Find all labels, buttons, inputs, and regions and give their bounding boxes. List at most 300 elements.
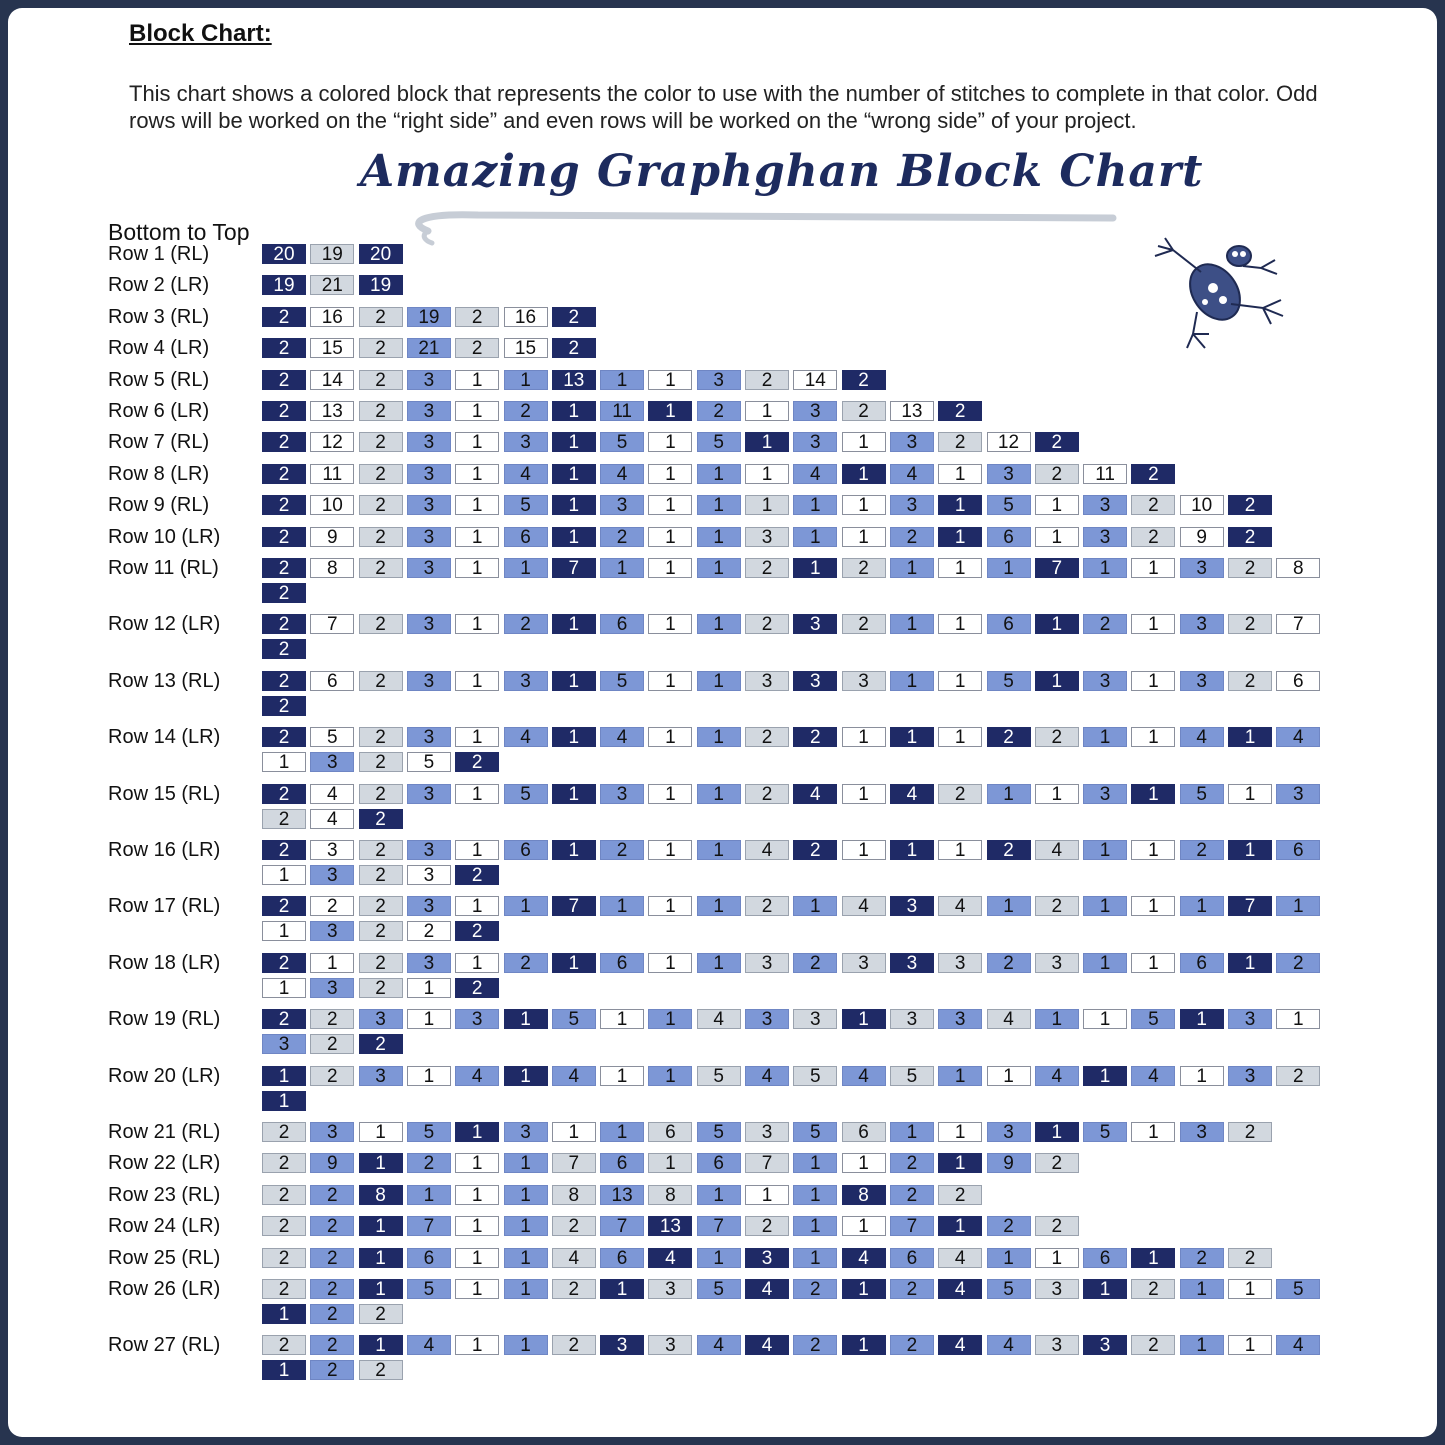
- stitch-block: 1: [938, 1153, 982, 1173]
- stitch-block: 1: [938, 671, 982, 691]
- stitch-block: 2: [359, 558, 403, 578]
- stitch-block: 7: [552, 1153, 596, 1173]
- stitch-block: 2: [552, 1216, 596, 1236]
- stitch-block: 2: [262, 953, 306, 973]
- stitch-block: 2: [1228, 558, 1272, 578]
- stitch-block: 1: [842, 1009, 886, 1029]
- stitch-block: 1: [600, 1009, 644, 1029]
- stitch-block: 2: [310, 1248, 354, 1268]
- row-label: Row 9 (RL): [108, 494, 210, 517]
- stitch-block: 2: [793, 1335, 837, 1355]
- stitch-block: 6: [1180, 953, 1224, 973]
- stitch-block: 4: [890, 784, 934, 804]
- stitch-block: 4: [793, 464, 837, 484]
- stitch-block: 3: [1083, 527, 1127, 547]
- row-label: Row 15 (RL): [108, 782, 221, 805]
- stitch-block: 1: [504, 1153, 548, 1173]
- stitch-block: 2: [455, 752, 499, 772]
- stitch-block: 1: [407, 978, 451, 998]
- stitch-block: 1: [552, 495, 596, 515]
- stitch-block: 1: [552, 401, 596, 421]
- stitch-block: 3: [1180, 614, 1224, 634]
- stitch-block: 2: [745, 784, 789, 804]
- stitch-block: 1: [1035, 614, 1079, 634]
- stitch-block: 1: [648, 370, 692, 390]
- stitch-block: 1: [455, 401, 499, 421]
- stitch-block: 2: [600, 527, 644, 547]
- stitch-block: 3: [987, 464, 1031, 484]
- row-label: Row 19 (RL): [108, 1008, 221, 1031]
- stitch-block: 6: [600, 1153, 644, 1173]
- stitch-block: 1: [1131, 840, 1175, 860]
- stitch-block: 2: [1276, 953, 1320, 973]
- stitch-block: 2: [262, 896, 306, 916]
- stitch-block: 2: [987, 727, 1031, 747]
- stitch-block: 2: [1180, 1248, 1224, 1268]
- stitch-block: 2: [359, 527, 403, 547]
- stitch-block: 1: [938, 1216, 982, 1236]
- stitch-block: 1: [697, 896, 741, 916]
- stitch-block: 3: [407, 558, 451, 578]
- stitch-block: 1: [938, 1066, 982, 1086]
- stitch-block: 1: [1035, 495, 1079, 515]
- stitch-block: 2: [262, 671, 306, 691]
- stitch-block: 1: [890, 558, 934, 578]
- stitch-block: 2: [310, 1304, 354, 1324]
- stitch-block: 6: [600, 953, 644, 973]
- stitch-block: 3: [938, 953, 982, 973]
- stitch-block: 5: [600, 432, 644, 452]
- stitch-block: 2: [262, 1335, 306, 1355]
- row-label: Row 7 (RL): [108, 431, 210, 454]
- row-label: Row 4 (LR): [108, 337, 210, 360]
- row-label: Row 17 (RL): [108, 895, 221, 918]
- stitch-block: 5: [987, 495, 1031, 515]
- stitch-block: 5: [987, 671, 1031, 691]
- stitch-block: 7: [1276, 614, 1320, 634]
- stitch-block: 21: [310, 275, 354, 295]
- stitch-block: 3: [745, 953, 789, 973]
- stitch-block: 14: [793, 370, 837, 390]
- stitch-block: 2: [1131, 1335, 1175, 1355]
- stitch-block: 4: [310, 809, 354, 829]
- stitch-block: 1: [793, 527, 837, 547]
- stitch-block: 1: [648, 953, 692, 973]
- stitch-block: 1: [504, 1279, 548, 1299]
- stitch-block: 1: [1131, 896, 1175, 916]
- stitch-block: 4: [745, 1066, 789, 1086]
- stitch-block: 1: [262, 1360, 306, 1380]
- stitch-block: 11: [600, 401, 644, 421]
- stitch-block: 3: [407, 370, 451, 390]
- stitch-block: 4: [890, 464, 934, 484]
- stitch-block: 1: [648, 495, 692, 515]
- stitch-block: 1: [697, 527, 741, 547]
- stitch-block: 2: [262, 840, 306, 860]
- stitch-block: 3: [793, 1009, 837, 1029]
- stitch-block: 1: [504, 1216, 548, 1236]
- stitch-block: 1: [697, 558, 741, 578]
- stitch-block: 2: [262, 727, 306, 747]
- stitch-block: 3: [793, 401, 837, 421]
- stitch-block: 3: [793, 614, 837, 634]
- stitch-block: 1: [987, 1066, 1031, 1086]
- stitch-block: 3: [1083, 784, 1127, 804]
- stitch-block: 13: [600, 1185, 644, 1205]
- stitch-block: 1: [697, 671, 741, 691]
- stitch-block: 1: [407, 1066, 451, 1086]
- stitch-block: 3: [1180, 1122, 1224, 1142]
- stitch-block: 20: [359, 244, 403, 264]
- stitch-block: 2: [890, 1185, 934, 1205]
- stitch-block: 1: [890, 614, 934, 634]
- stitch-block: 1: [890, 671, 934, 691]
- stitch-block: 2: [359, 727, 403, 747]
- stitch-block: 2: [987, 840, 1031, 860]
- stitch-block: 5: [793, 1066, 837, 1086]
- stitch-block: 3: [407, 727, 451, 747]
- stitch-block: 7: [890, 1216, 934, 1236]
- stitch-block: 4: [504, 727, 548, 747]
- stitch-block: 1: [359, 1153, 403, 1173]
- stitch-block: 3: [1228, 1009, 1272, 1029]
- stitch-block: 2: [890, 1153, 934, 1173]
- stitch-block: 9: [310, 1153, 354, 1173]
- stitch-block: 2: [359, 495, 403, 515]
- stitch-block: 2: [1276, 1066, 1320, 1086]
- stitch-block: 7: [600, 1216, 644, 1236]
- stitch-block: 1: [504, 558, 548, 578]
- stitch-block: 2: [359, 338, 403, 358]
- stitch-block: 2: [310, 1360, 354, 1380]
- stitch-block: 1: [697, 953, 741, 973]
- stitch-block: 5: [1180, 784, 1224, 804]
- stitch-block: 1: [552, 464, 596, 484]
- stitch-block: 1: [697, 840, 741, 860]
- stitch-block: 6: [600, 614, 644, 634]
- stitch-block: 10: [1180, 495, 1224, 515]
- stitch-block: 2: [359, 370, 403, 390]
- stitch-block: 6: [310, 671, 354, 691]
- stitch-block: 2: [552, 1335, 596, 1355]
- stitch-block: 2: [359, 921, 403, 941]
- stitch-block: 1: [648, 784, 692, 804]
- stitch-block: 4: [600, 727, 644, 747]
- stitch-block: 1: [842, 495, 886, 515]
- chart-script-title: Amazing Graphghan Block Chart: [360, 146, 1204, 197]
- stitch-block: 7: [552, 558, 596, 578]
- stitch-block: 3: [1083, 671, 1127, 691]
- stitch-block: 4: [745, 1335, 789, 1355]
- stitch-block: 1: [504, 1066, 548, 1086]
- stitch-block: 1: [504, 1335, 548, 1355]
- stitch-block: 1: [745, 1185, 789, 1205]
- stitch-block: 3: [407, 495, 451, 515]
- stitch-block: 2: [310, 1216, 354, 1236]
- stitch-block: 1: [455, 953, 499, 973]
- stitch-block: 12: [987, 432, 1031, 452]
- stitch-block: 2: [310, 1185, 354, 1205]
- stitch-block: 3: [310, 865, 354, 885]
- stitch-block: 2: [890, 1279, 934, 1299]
- stitch-block: 4: [648, 1248, 692, 1268]
- stitch-block: 6: [504, 840, 548, 860]
- stitch-block: 1: [1228, 840, 1272, 860]
- row-label: Row 5 (RL): [108, 368, 210, 391]
- stitch-block: 1: [1180, 1009, 1224, 1029]
- stitch-block: 3: [890, 495, 934, 515]
- stitch-block: 1: [1083, 1066, 1127, 1086]
- stitch-block: 16: [310, 307, 354, 327]
- stitch-block: 19: [359, 275, 403, 295]
- row-label: Row 8 (LR): [108, 462, 210, 485]
- stitch-block: 1: [648, 1153, 692, 1173]
- stitch-block: 7: [1228, 896, 1272, 916]
- stitch-block: 6: [987, 614, 1031, 634]
- stitch-block: 2: [262, 1216, 306, 1236]
- stitch-block: 1: [1035, 1122, 1079, 1142]
- stitch-block: 3: [793, 671, 837, 691]
- stitch-block: 1: [552, 527, 596, 547]
- stitch-block: 1: [745, 401, 789, 421]
- stitch-block: 3: [938, 1009, 982, 1029]
- stitch-block: 2: [938, 432, 982, 452]
- stitch-block: 2: [1131, 527, 1175, 547]
- stitch-block: 4: [552, 1066, 596, 1086]
- stitch-block: 1: [1035, 1248, 1079, 1268]
- stitch-block: 1: [359, 1335, 403, 1355]
- stitch-block: 1: [1131, 1122, 1175, 1142]
- stitch-block: 1: [552, 784, 596, 804]
- row-label: Row 18 (LR): [108, 951, 221, 974]
- stitch-block: 1: [842, 1216, 886, 1236]
- row-label: Row 10 (LR): [108, 525, 221, 548]
- stitch-block: 1: [600, 370, 644, 390]
- stitch-block: 2: [262, 495, 306, 515]
- stitch-block: 2: [504, 614, 548, 634]
- stitch-block: 11: [1083, 464, 1127, 484]
- stitch-block: 1: [455, 464, 499, 484]
- stitch-block: 2: [455, 865, 499, 885]
- row-label: Row 1 (RL): [108, 243, 210, 265]
- stitch-block: 8: [1276, 558, 1320, 578]
- stitch-block: 3: [407, 671, 451, 691]
- stitch-block: 1: [504, 1185, 548, 1205]
- stitch-block: 5: [1131, 1009, 1175, 1029]
- stitch-block: 1: [842, 1335, 886, 1355]
- stitch-block: 4: [1180, 727, 1224, 747]
- stitch-block: 2: [407, 921, 451, 941]
- stitch-block: 5: [987, 1279, 1031, 1299]
- stitch-block: 1: [552, 953, 596, 973]
- stitch-block: 1: [938, 727, 982, 747]
- stitch-block: 1: [407, 1009, 451, 1029]
- row-label: Row 25 (RL): [108, 1246, 221, 1269]
- stitch-block: 1: [310, 953, 354, 973]
- stitch-block: 4: [1035, 1066, 1079, 1086]
- stitch-block: 8: [359, 1185, 403, 1205]
- stitch-block: 2: [745, 1216, 789, 1236]
- stitch-block: 2: [359, 432, 403, 452]
- stitch-block: 2: [1035, 727, 1079, 747]
- stitch-block: 10: [310, 495, 354, 515]
- stitch-block: 2: [310, 1066, 354, 1086]
- stitch-block: 14: [310, 370, 354, 390]
- stitch-block: 1: [1180, 1066, 1224, 1086]
- stitch-block: 1: [745, 432, 789, 452]
- stitch-block: 1: [262, 978, 306, 998]
- stitch-block: 2: [359, 614, 403, 634]
- stitch-block: 3: [1083, 1335, 1127, 1355]
- stitch-block: 2: [262, 784, 306, 804]
- stitch-block: 1: [359, 1122, 403, 1142]
- stitch-block: 2: [262, 338, 306, 358]
- stitch-block: 4: [938, 1248, 982, 1268]
- stitch-block: 3: [890, 1009, 934, 1029]
- stitch-block: 1: [987, 1248, 1031, 1268]
- stitch-block: 4: [987, 1009, 1031, 1029]
- stitch-block: 2: [600, 840, 644, 860]
- stitch-block: 2: [310, 896, 354, 916]
- stitch-block: 1: [455, 614, 499, 634]
- stitch-block: 6: [890, 1248, 934, 1268]
- stitch-block: 1: [455, 784, 499, 804]
- stitch-block: 3: [407, 865, 451, 885]
- stitch-block: 4: [987, 1335, 1031, 1355]
- stitch-block: 5: [407, 1279, 451, 1299]
- stitch-block: 1: [648, 614, 692, 634]
- stitch-block: 1: [938, 527, 982, 547]
- stitch-block: 3: [648, 1279, 692, 1299]
- stitch-block: 1: [793, 1185, 837, 1205]
- stitch-block: 2: [262, 307, 306, 327]
- stitch-block: 1: [1131, 953, 1175, 973]
- bottom-to-top-label: Bottom to Top: [108, 219, 250, 245]
- stitch-block: 2: [1228, 1122, 1272, 1142]
- stitch-block: 1: [842, 527, 886, 547]
- stitch-block: 1: [648, 464, 692, 484]
- stitch-block: 1: [842, 727, 886, 747]
- stitch-block: 1: [600, 896, 644, 916]
- stitch-block: 1: [697, 1248, 741, 1268]
- stitch-block: 5: [793, 1122, 837, 1142]
- stitch-block: 1: [455, 896, 499, 916]
- stitch-block: 1: [648, 1009, 692, 1029]
- stitch-block: 1: [1228, 1279, 1272, 1299]
- stitch-block: 6: [600, 1248, 644, 1268]
- stitch-block: 1: [1131, 784, 1175, 804]
- stitch-block: 7: [697, 1216, 741, 1236]
- stitch-block: 1: [600, 1122, 644, 1142]
- stitch-block: 1: [938, 495, 982, 515]
- stitch-block: 2: [262, 401, 306, 421]
- stitch-block: 2: [359, 865, 403, 885]
- stitch-block: 1: [600, 558, 644, 578]
- stitch-block: 1: [648, 727, 692, 747]
- stitch-block: 3: [745, 1248, 789, 1268]
- stitch-block: 3: [407, 614, 451, 634]
- stitch-block: 3: [745, 1009, 789, 1029]
- stitch-block: 1: [938, 1122, 982, 1142]
- stitch-block: 2: [552, 1279, 596, 1299]
- stitch-block: 2: [745, 896, 789, 916]
- stitch-block: 2: [359, 1360, 403, 1380]
- stitch-block: 1: [1035, 671, 1079, 691]
- stitch-block: 3: [407, 896, 451, 916]
- row-label: Row 21 (RL): [108, 1121, 221, 1143]
- stitch-block: 1: [1083, 727, 1127, 747]
- stitch-block: 5: [697, 1066, 741, 1086]
- stitch-block: 4: [1276, 727, 1320, 747]
- stitch-block: 1: [407, 1185, 451, 1205]
- stitch-block: 4: [938, 896, 982, 916]
- stitch-block: 2: [359, 784, 403, 804]
- stitch-block: 1: [987, 558, 1031, 578]
- stitch-block: 3: [842, 953, 886, 973]
- stitch-block: 1: [552, 614, 596, 634]
- stitch-block: 8: [552, 1185, 596, 1205]
- stitch-block: 1: [745, 464, 789, 484]
- stitch-block: 4: [938, 1335, 982, 1355]
- stitch-block: 6: [407, 1248, 451, 1268]
- stitch-block: 5: [600, 671, 644, 691]
- stitch-block: 5: [697, 1279, 741, 1299]
- stitch-block: 6: [1083, 1248, 1127, 1268]
- stitch-block: 2: [359, 752, 403, 772]
- stitch-block: 1: [793, 896, 837, 916]
- stitch-block: 5: [890, 1066, 934, 1086]
- stitch-block: 1: [455, 495, 499, 515]
- stitch-block: 9: [987, 1153, 1031, 1173]
- stitch-block: 3: [697, 370, 741, 390]
- stitch-block: 6: [842, 1122, 886, 1142]
- stitch-block: 2: [890, 1335, 934, 1355]
- stitch-block: 2: [455, 978, 499, 998]
- stitch-block: 1: [842, 1279, 886, 1299]
- stitch-block: 1: [648, 527, 692, 547]
- stitch-block: 1: [648, 896, 692, 916]
- stitch-block: 2: [938, 1185, 982, 1205]
- stitch-block: 3: [504, 1122, 548, 1142]
- stitch-block: 1: [842, 432, 886, 452]
- stitch-block: 6: [504, 527, 548, 547]
- stitch-block: 1: [793, 1153, 837, 1173]
- stitch-block: 5: [504, 495, 548, 515]
- block-chart-grid: [8, 8, 1437, 1437]
- stitch-block: 15: [310, 338, 354, 358]
- stitch-block: 2: [262, 1279, 306, 1299]
- pattern-page: [8, 8, 1437, 1437]
- stitch-block: 2: [262, 464, 306, 484]
- stitch-block: 2: [1228, 495, 1272, 515]
- stitch-block: 1: [793, 1216, 837, 1236]
- row-label: Row 13 (RL): [108, 669, 221, 692]
- stitch-block: 2: [842, 558, 886, 578]
- stitch-block: 5: [407, 752, 451, 772]
- row-label: Row 22 (LR): [108, 1152, 221, 1175]
- stitch-block: 1: [455, 1216, 499, 1236]
- stitch-block: 1: [842, 464, 886, 484]
- stitch-block: 4: [697, 1009, 741, 1029]
- stitch-block: 1: [648, 840, 692, 860]
- stitch-block: 5: [504, 784, 548, 804]
- stitch-block: 1: [552, 671, 596, 691]
- stitch-block: 1: [1131, 614, 1175, 634]
- stitch-block: 1: [600, 1279, 644, 1299]
- stitch-block: 1: [890, 727, 934, 747]
- stitch-block: 1: [648, 432, 692, 452]
- stitch-block: 1: [1131, 671, 1175, 691]
